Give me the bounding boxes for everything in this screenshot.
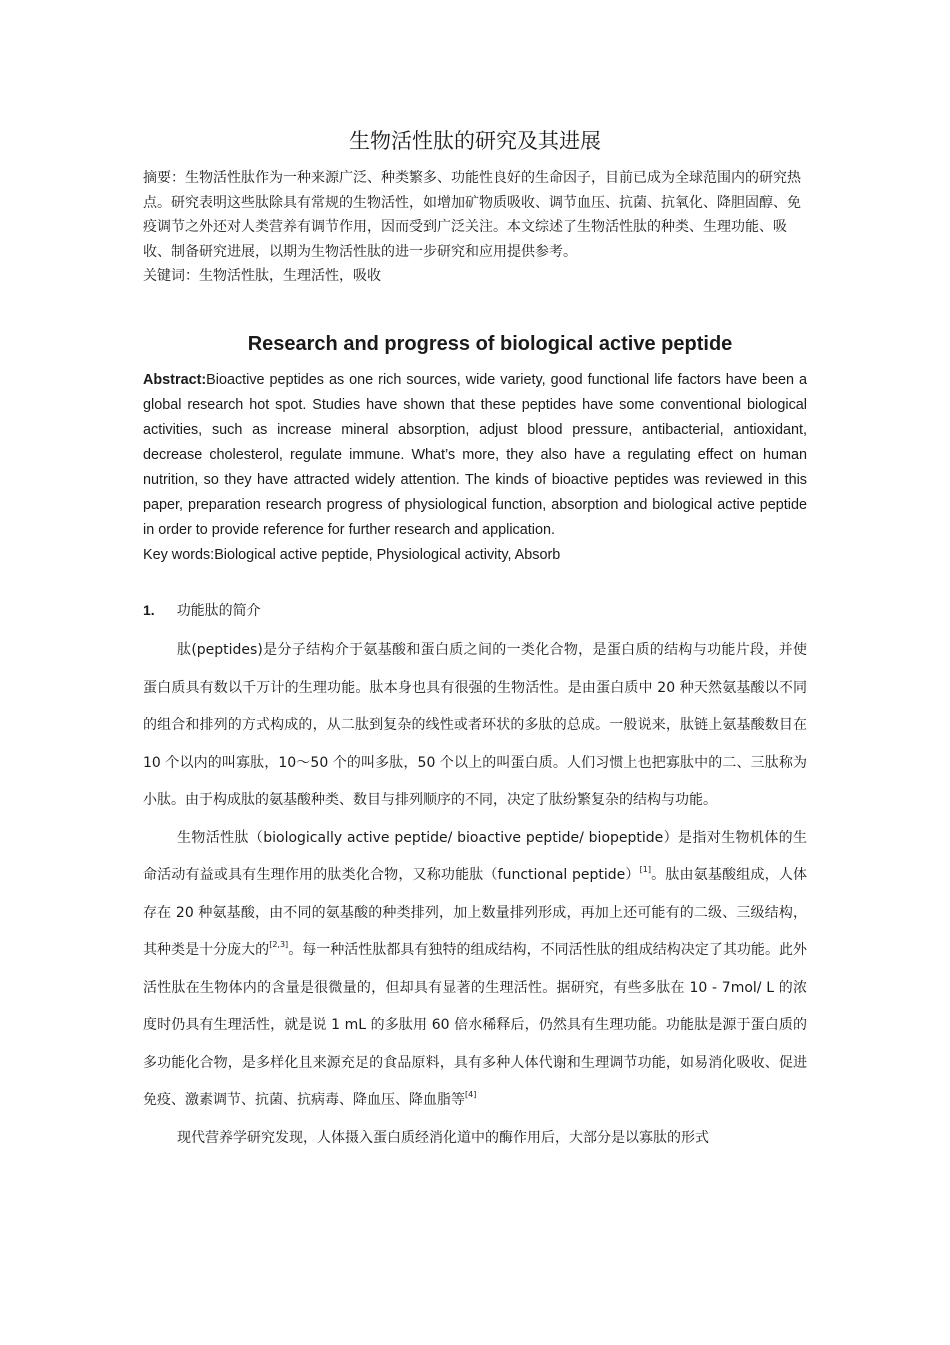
chinese-title: 生物活性肽的研究及其进展	[349, 129, 601, 153]
chinese-abstract-text: 生物活性肽作为一种来源广泛、种类繁多、功能性良好的生命因子，目前已成为全球范围内的研究热点。研究表明这些肽除具有常规的生物活性，如增加矿物质吸收、调节血压、抗菌、抗氧化、降胆固醇、免疫调节之外还对人类营养有调节作用，因而受到广泛关注。本文综述了生物活性肽的种类、生理功能、吸收、制备研究进展，以期为生物活性肽的进一步研究和应用提供参考。	[143, 170, 801, 260]
citation-4: [4]	[465, 1090, 477, 1099]
english-abstract-text: Bioactive peptides as one rich sources, wide variety, good functional life factors have been a global research hot spot. Studies have shown that these peptides have some conventional biological activities, such as increase mineral absorption, adjust blood pressure, antibacterial, antioxidant, decrease cholesterol, regulate immune. What’s more, they also have a regulating effect on human nutrition, so they have attracted widely attention. The kinds of bioactive peptides was reviewed in this paper, preparation research progress of physiological function, absorption and biological active peptide in order to provide reference for further research and application.	[143, 372, 807, 538]
paragraph-2-part-a: 生物活性肽（biologically active peptide/ bioactive peptide/ biopeptide）是指对生物机体的生命活动有益或具有生理作用的肽类化合物，又称功能肽（functional peptide）	[143, 829, 807, 883]
paragraph-1: 肽(peptides)是分子结构介于氨基酸和蛋白质之间的一类化合物，是蛋白质的结构与功能片段，并使蛋白质具有数以千万计的生理功能。肽本身也具有很强的生物活性。是由蛋白质中 20 种天然氨基酸以不同的组合和排列的方式构成的，从二肽到复杂的线性或者环状的多肽的总成。一般说来，肽链上氨基酸数目在 10 个以内的叫寡肽，10～50 个的叫多肽，50 个以上的叫蛋白质。人们习惯上也把寡肽中的二、三肽称为小肽。由于构成肽的氨基酸种类、数目与排列顺序的不同，决定了肽纷繁复杂的结构与功能。	[143, 642, 807, 808]
paragraph-3: 现代营养学研究发现，人体摄入蛋白质经消化道中的酶作用后，大部分是以寡肽的形式	[177, 1129, 709, 1146]
english-abstract-label: Abstract:	[143, 372, 207, 388]
chinese-keywords-text: 生物活性肽，生理活性，吸收	[199, 268, 381, 285]
section-title: 功能肽的简介	[176, 603, 261, 619]
english-keywords-label: Key words:	[143, 547, 215, 563]
citation-1: [1]	[639, 865, 651, 874]
chinese-abstract-body	[143, 166, 807, 264]
english-abstract	[143, 368, 807, 568]
paragraph-2-part-b: 。肽由氨基酸组成，人体存在 20 种氨基酸，由不同的氨基酸的种类排列，加上数量排列形成，再加上还可能有的二级、三级结构，其种类是十分庞大的	[143, 867, 808, 958]
chinese-abstract-label: 摘要：	[143, 170, 185, 186]
english-keywords	[143, 543, 807, 568]
body-text	[143, 632, 807, 1157]
english-abstract-body	[143, 368, 807, 543]
chinese-keywords	[143, 264, 807, 289]
section-number: 1.	[143, 602, 155, 618]
chinese-abstract	[143, 166, 807, 289]
english-keywords-text: Biological active peptide, Physiological activity, Absorb	[214, 547, 561, 563]
paragraph-2-part-c: 。每一种活性肽都具有独特的组成结构，不同活性肽的组成结构决定了其功能。此外活性肽在生物体内的含量是很微量的，但却具有显著的生理活性。据研究，有些多肽在 10 - 7mol/ L 的浓度时仍具有生理活性，就是说 1 mL 的多肽用 60 倍水稀释后，仍然具有生理功能。功能肽是源于蛋白质的多功能化合物，是多样化且来源充足的食品原料，具有多种人体代谢和生理调节功能，如易消化吸收、促进免疫、激素调节、抗菌、抗病毒、降血压、降血脂等	[143, 942, 807, 1108]
english-title: Research and progress of biological active peptide	[247, 333, 733, 355]
citation-2-3: [2,3]	[269, 940, 289, 949]
chinese-keywords-label: 关键词：	[143, 268, 199, 285]
paragraph-2	[143, 820, 807, 1120]
section-heading	[143, 598, 807, 623]
